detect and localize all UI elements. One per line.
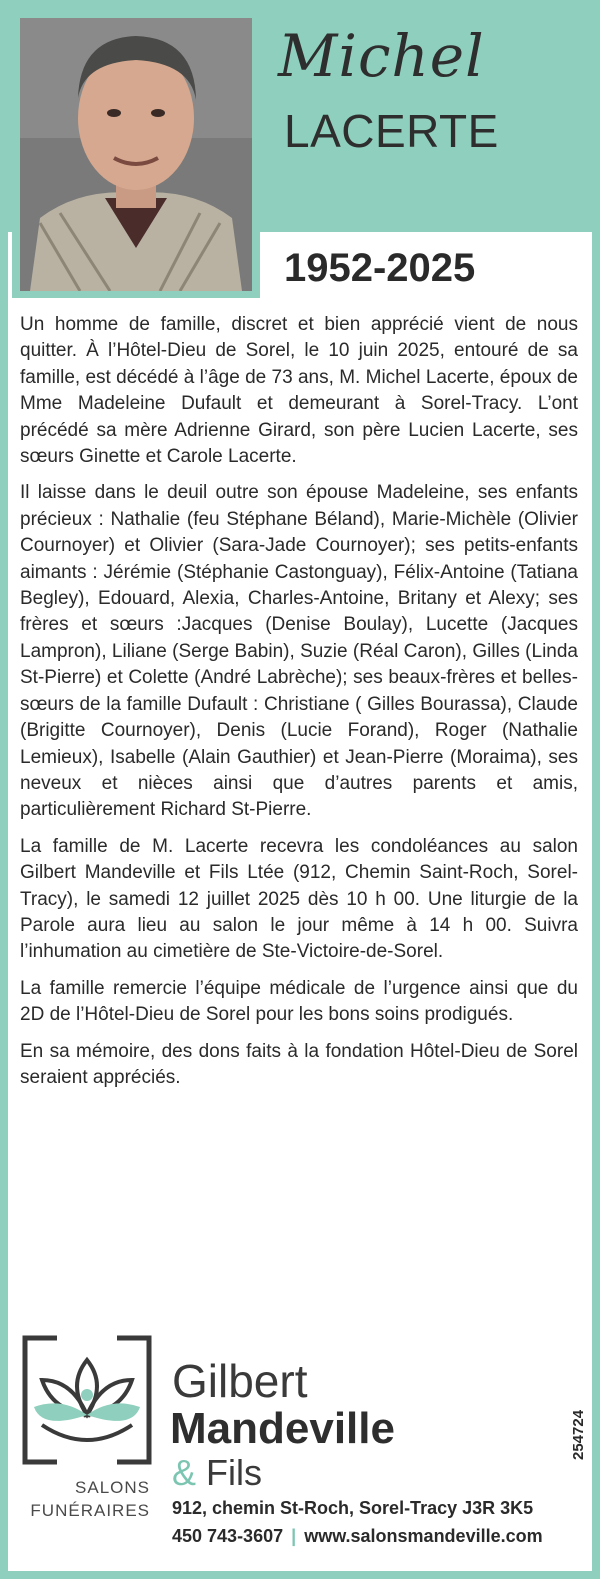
border-bottom bbox=[0, 1571, 600, 1579]
paragraph-family: Il laisse dans le deuil outre son épouse Madeleine, ses enfants précieux : Nathalie (feu Stéphane Béland), Marie-Michèle (Olivier Cournoyer) et Olivier (Sara-Jade Cournoyer); ses petits-enfants aimants : Jérémie (Stéphanie Castonguay), Félix-Antoine (Tatiana Begley), Edouard, Alexia, Charles-Antoine, Britany et Alexy; ses frères et sœurs :Jacques (Denise Boulay), Lucette (Jacques Lampron), Liliane (Serge Babin), Suzie (Réal Caron), Gilles (Linda St-Pierre) et Colette (André Labrèche); ses beaux-frères et belles-sœurs de la famille Dufault : Christiane ( Gilles Bourassa), Claude (Brigitte Cournoyer), Denis (Lucie Forand), Roger (Nathalie Lemieux), Isabelle (Alain Gauthier) et Jean-Pierre (Moraima), ses neveux et nièces ainsi que d’autres parents et amis, particulièrement Richard St-Pierre. bbox=[20, 482, 578, 821]
paragraph-thanks: La famille remercie l’équipe médicale de l’urgence ainsi que du 2D de l’Hôtel-Dieu de Sorel pour les bons soins prodigués. bbox=[20, 977, 578, 1026]
brand-gilbert: Gilbert bbox=[172, 1355, 308, 1407]
portrait-illustration bbox=[20, 18, 252, 291]
life-years: 1952-2025 bbox=[284, 246, 476, 290]
salons-funeraires-label bbox=[22, 1476, 150, 1522]
contact-separator: | bbox=[291, 1526, 297, 1546]
brand-mandeville: Mandeville bbox=[170, 1404, 395, 1453]
paragraph-condolences: La famille de M. Lacerte recevra les condoléances au salon Gilbert Mandeville et Fils Ltée (912, Chemin Saint-Roch, Sorel-Tracy), le samedi 12 juillet 2025 dès 10 h 00. Une liturgie de la Parole aura lieu au salon le jour même à 14 h 00. Suivra l’inhumation au cimetière de Ste-Victoire-de-Sorel. bbox=[20, 835, 578, 963]
reference-number: 254724 bbox=[570, 1409, 587, 1460]
funeral-home-contact bbox=[172, 1524, 543, 1548]
brand-fils-word: Fils bbox=[206, 1452, 263, 1493]
brand-ampersand: & bbox=[172, 1452, 197, 1493]
portrait-photo bbox=[20, 18, 252, 291]
salons-line: SALONS bbox=[75, 1478, 150, 1497]
brand-fils bbox=[172, 1454, 262, 1492]
obituary-text bbox=[20, 312, 578, 1101]
funeral-home-address: 912, chemin St-Roch, Sorel-Tracy J3R 3K5 bbox=[172, 1498, 534, 1518]
funeraires-line: FUNÉRAIRES bbox=[30, 1501, 150, 1520]
paragraph-donations: En sa mémoire, des dons faits à la fondation Hôtel-Dieu de Sorel seraient appréciés. bbox=[20, 1040, 578, 1088]
border-right bbox=[592, 232, 600, 1579]
border-left bbox=[0, 232, 8, 1579]
website-link[interactable]: www.salonsmandeville.com bbox=[304, 1526, 543, 1546]
last-name: LACERTE bbox=[284, 105, 499, 157]
phone-number: 450 743-3607 bbox=[172, 1526, 284, 1546]
paragraph-announcement: Un homme de famille, discret et bien apprécié vient de nous quitter. À l’Hôtel-Dieu de Sorel, le 10 juin 2025, entouré de sa famille, est décédé à l’âge de 73 ans, M. Michel Lacerte, époux de Mme Madeleine Dufault et demeurant à Sorel-Tracy. L’ont précédé sa mère Adrienne Girard, son père Lucien Lacerte, ses sœurs Ginette et Carole Lacerte. bbox=[20, 314, 578, 468]
funeral-home-logo-icon bbox=[22, 1335, 152, 1465]
first-name: Michel bbox=[278, 22, 485, 90]
